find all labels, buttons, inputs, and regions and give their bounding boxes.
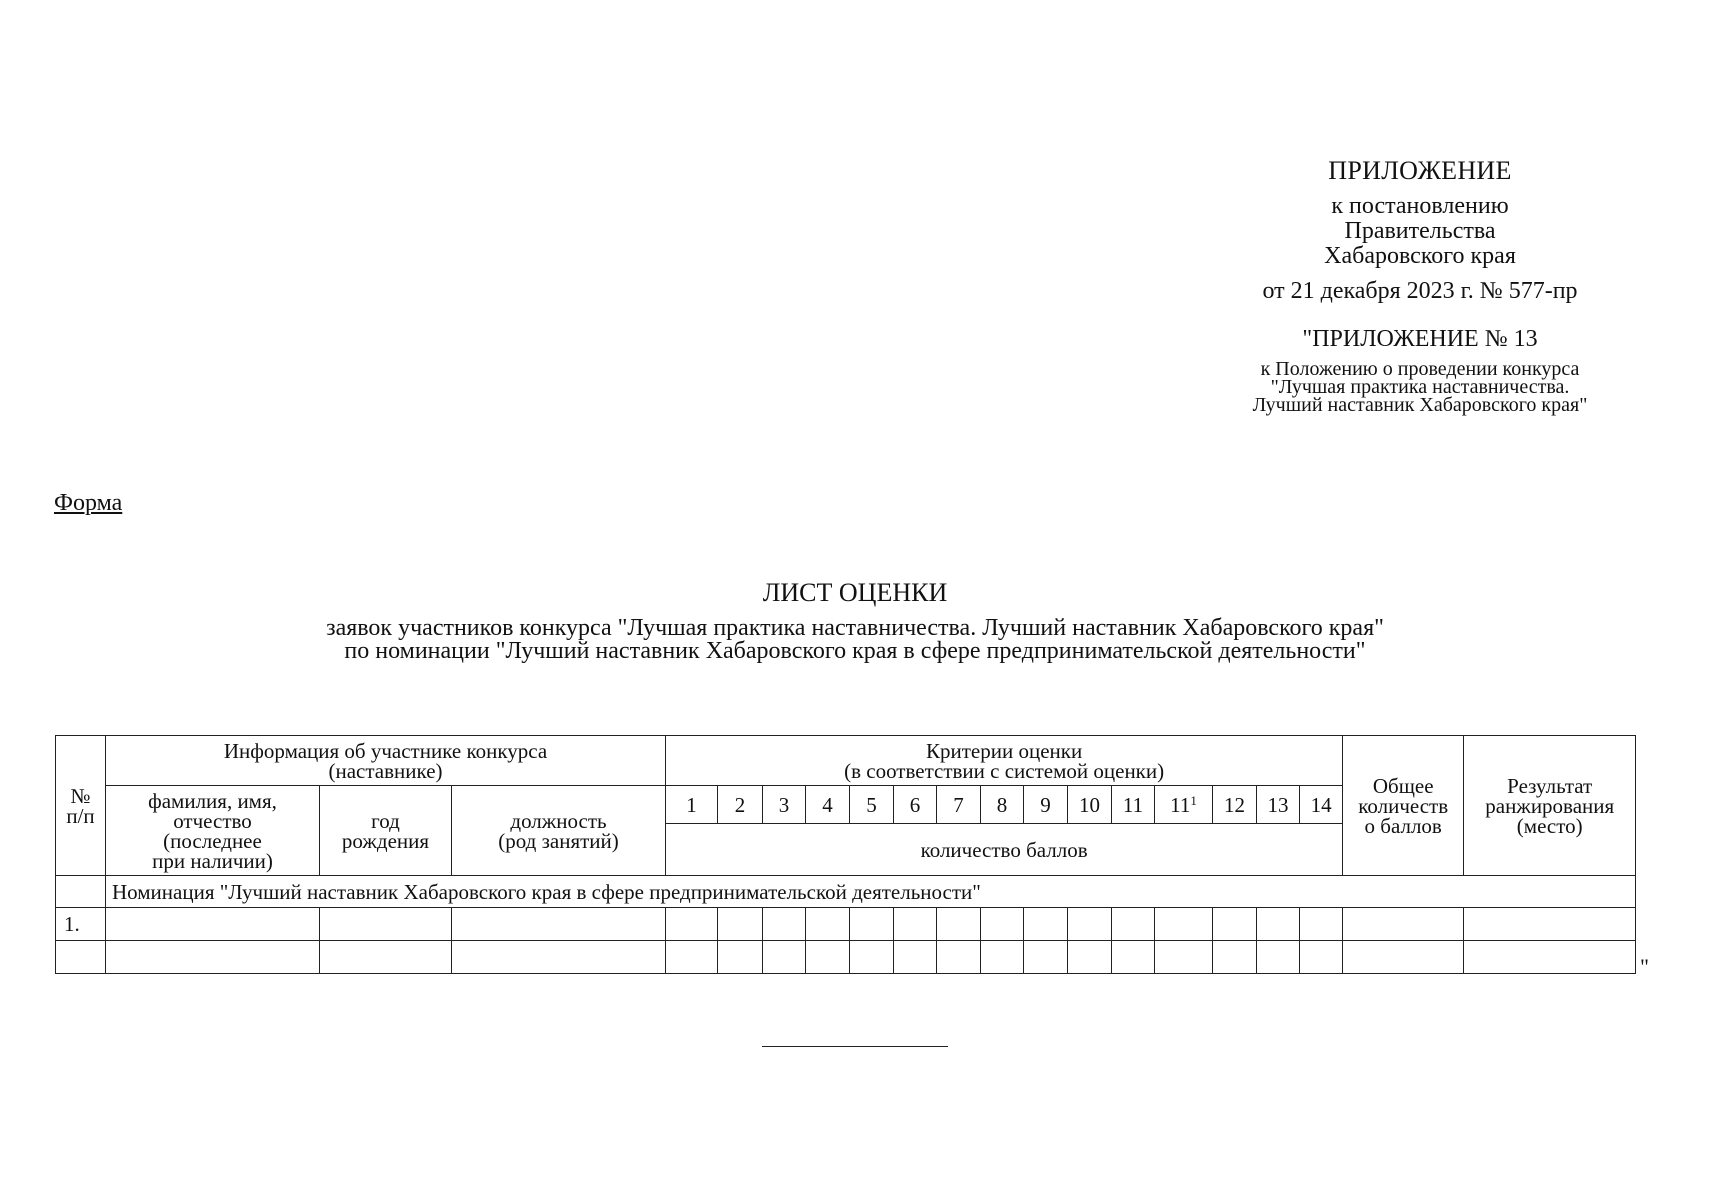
- table-cell[interactable]: [718, 941, 763, 974]
- row-number: 1.: [56, 908, 106, 941]
- table-cell[interactable]: [320, 908, 452, 941]
- total-line-1: Общее: [1372, 773, 1434, 798]
- total-points-header: [1343, 736, 1464, 876]
- table-cell[interactable]: [850, 908, 894, 941]
- criterion-11: 11: [1112, 786, 1155, 824]
- position-header: [452, 786, 666, 876]
- table-cell[interactable]: [1024, 941, 1068, 974]
- subtitle-line-2: по номинации "Лучший наставник Хабаровского края в сфере предпринимательской деятельности": [344, 638, 1366, 664]
- birth-year-line-1: год: [371, 808, 400, 833]
- full-name-line-1: фамилия, имя,: [148, 788, 277, 813]
- birth-year-line-2: рождения: [341, 828, 430, 853]
- table-cell[interactable]: [850, 941, 894, 974]
- result-line-3: (место): [1516, 813, 1583, 838]
- table-cell[interactable]: [1112, 908, 1155, 941]
- result-line-2: ранжирования: [1485, 793, 1615, 818]
- subtitle-line-1: заявок участников конкурса "Лучшая практика наставничества. Лучший наставник Хабаровского края": [326, 615, 1384, 641]
- table-cell[interactable]: [763, 941, 806, 974]
- evaluation-table: [55, 735, 1636, 974]
- table-cell[interactable]: [937, 908, 981, 941]
- table-cell[interactable]: [1300, 908, 1343, 941]
- criterion-11-1-superscript: 1: [1190, 792, 1197, 808]
- appendix-line-3: Хабаровского края: [1324, 243, 1516, 269]
- document-subtitle: [0, 617, 1710, 663]
- table-cell[interactable]: [56, 941, 106, 974]
- criterion-2: 2: [718, 786, 763, 824]
- criterion-13: 13: [1257, 786, 1300, 824]
- participant-info-line-2: (наставнике): [328, 758, 443, 783]
- number-abbr: п/п: [66, 803, 95, 828]
- regulation-line-2: "Лучшая практика наставничества.: [1270, 376, 1570, 398]
- document-title: ЛИСТ ОЦЕНКИ: [762, 578, 948, 607]
- table-cell[interactable]: [1068, 908, 1112, 941]
- table-cell[interactable]: [1464, 941, 1636, 974]
- criterion-14: 14: [1300, 786, 1343, 824]
- criteria-header: [666, 736, 1343, 786]
- table-cell[interactable]: [1112, 941, 1155, 974]
- table-cell[interactable]: [1343, 941, 1464, 974]
- total-line-3: о баллов: [1364, 813, 1442, 838]
- table-cell[interactable]: [106, 941, 320, 974]
- number-header: [56, 736, 106, 876]
- criterion-6: 6: [894, 786, 937, 824]
- table-cell[interactable]: [894, 941, 937, 974]
- table-cell[interactable]: [106, 908, 320, 941]
- number-sign: №: [70, 783, 91, 808]
- appendix-line-2: Правительства: [1344, 218, 1496, 244]
- table-cell[interactable]: [452, 941, 666, 974]
- nomination-row: Номинация "Лучший наставник Хабаровского края в сфере предпринимательской деятельности": [106, 876, 1636, 908]
- end-divider: [762, 1046, 948, 1047]
- table-cell[interactable]: [718, 908, 763, 941]
- criterion-7: 7: [937, 786, 981, 824]
- table-cell[interactable]: [1300, 941, 1343, 974]
- criterion-4: 4: [806, 786, 850, 824]
- closing-quote: ": [1640, 954, 1649, 979]
- position-line-1: должность: [510, 808, 607, 833]
- regulation-line-1: к Положению о проведении конкурса: [1260, 358, 1580, 380]
- form-label: Форма: [54, 490, 123, 516]
- table-cell[interactable]: [666, 941, 718, 974]
- criterion-5: 5: [850, 786, 894, 824]
- full-name-line-2: отчество: [173, 808, 252, 833]
- table-cell[interactable]: [1155, 941, 1213, 974]
- participant-info-line-1: Информация об участнике конкурса: [223, 738, 548, 763]
- table-cell[interactable]: [666, 908, 718, 941]
- full-name-line-4: при наличии): [152, 848, 273, 873]
- criterion-8: 8: [981, 786, 1024, 824]
- position-line-2: (род занятий): [498, 828, 619, 853]
- criteria-line-2: (в соответствии с системой оценки): [844, 758, 1165, 783]
- table-cell[interactable]: [1024, 908, 1068, 941]
- table-cell[interactable]: [320, 941, 452, 974]
- table-cell[interactable]: [806, 941, 850, 974]
- nomination-row-empty: [56, 876, 106, 908]
- table-cell[interactable]: [452, 908, 666, 941]
- table-cell[interactable]: [937, 941, 981, 974]
- table-cell[interactable]: [1257, 908, 1300, 941]
- table-cell[interactable]: [894, 908, 937, 941]
- table-cell[interactable]: [1464, 908, 1636, 941]
- appendix-title: ПРИЛОЖЕНИЕ: [1328, 156, 1512, 185]
- criterion-12: 12: [1213, 786, 1257, 824]
- table-cell[interactable]: [1257, 941, 1300, 974]
- regulation-line-3: Лучший наставник Хабаровского края": [1252, 394, 1588, 416]
- ranking-result-header: [1464, 736, 1636, 876]
- table-row: [56, 941, 1636, 974]
- criterion-10: 10: [1068, 786, 1112, 824]
- appendix-line-1: к постановлению: [1331, 193, 1509, 219]
- table-cell[interactable]: [1343, 908, 1464, 941]
- criterion-9: 9: [1024, 786, 1068, 824]
- table-cell[interactable]: [1213, 908, 1257, 941]
- decree-date: от 21 декабря 2023 г. № 577-пр: [1262, 278, 1578, 304]
- criterion-11-1: [1155, 786, 1213, 824]
- table-cell[interactable]: [763, 908, 806, 941]
- points-header: количество баллов: [666, 824, 1343, 876]
- result-line-1: Результат: [1507, 773, 1593, 798]
- appendix-13-title: "ПРИЛОЖЕНИЕ № 13: [1302, 326, 1538, 352]
- table-cell[interactable]: [806, 908, 850, 941]
- criteria-line-1: Критерии оценки: [926, 738, 1083, 763]
- table-cell[interactable]: [1068, 941, 1112, 974]
- full-name-header: [106, 786, 320, 876]
- table-cell[interactable]: [1213, 941, 1257, 974]
- regulation-reference: [1200, 360, 1640, 414]
- criterion-1: 1: [666, 786, 718, 824]
- appendix-reference: [1200, 194, 1640, 269]
- table-cell[interactable]: [981, 941, 1024, 974]
- participant-info-header: [106, 736, 666, 786]
- table-row: [56, 908, 1636, 941]
- criterion-11-1-base: 11: [1170, 792, 1191, 817]
- criterion-3: 3: [763, 786, 806, 824]
- total-line-2: количеств: [1358, 793, 1449, 818]
- table-cell[interactable]: [981, 908, 1024, 941]
- table-cell[interactable]: [1155, 908, 1213, 941]
- full-name-line-3: (последнее: [163, 828, 262, 853]
- birth-year-header: [320, 786, 452, 876]
